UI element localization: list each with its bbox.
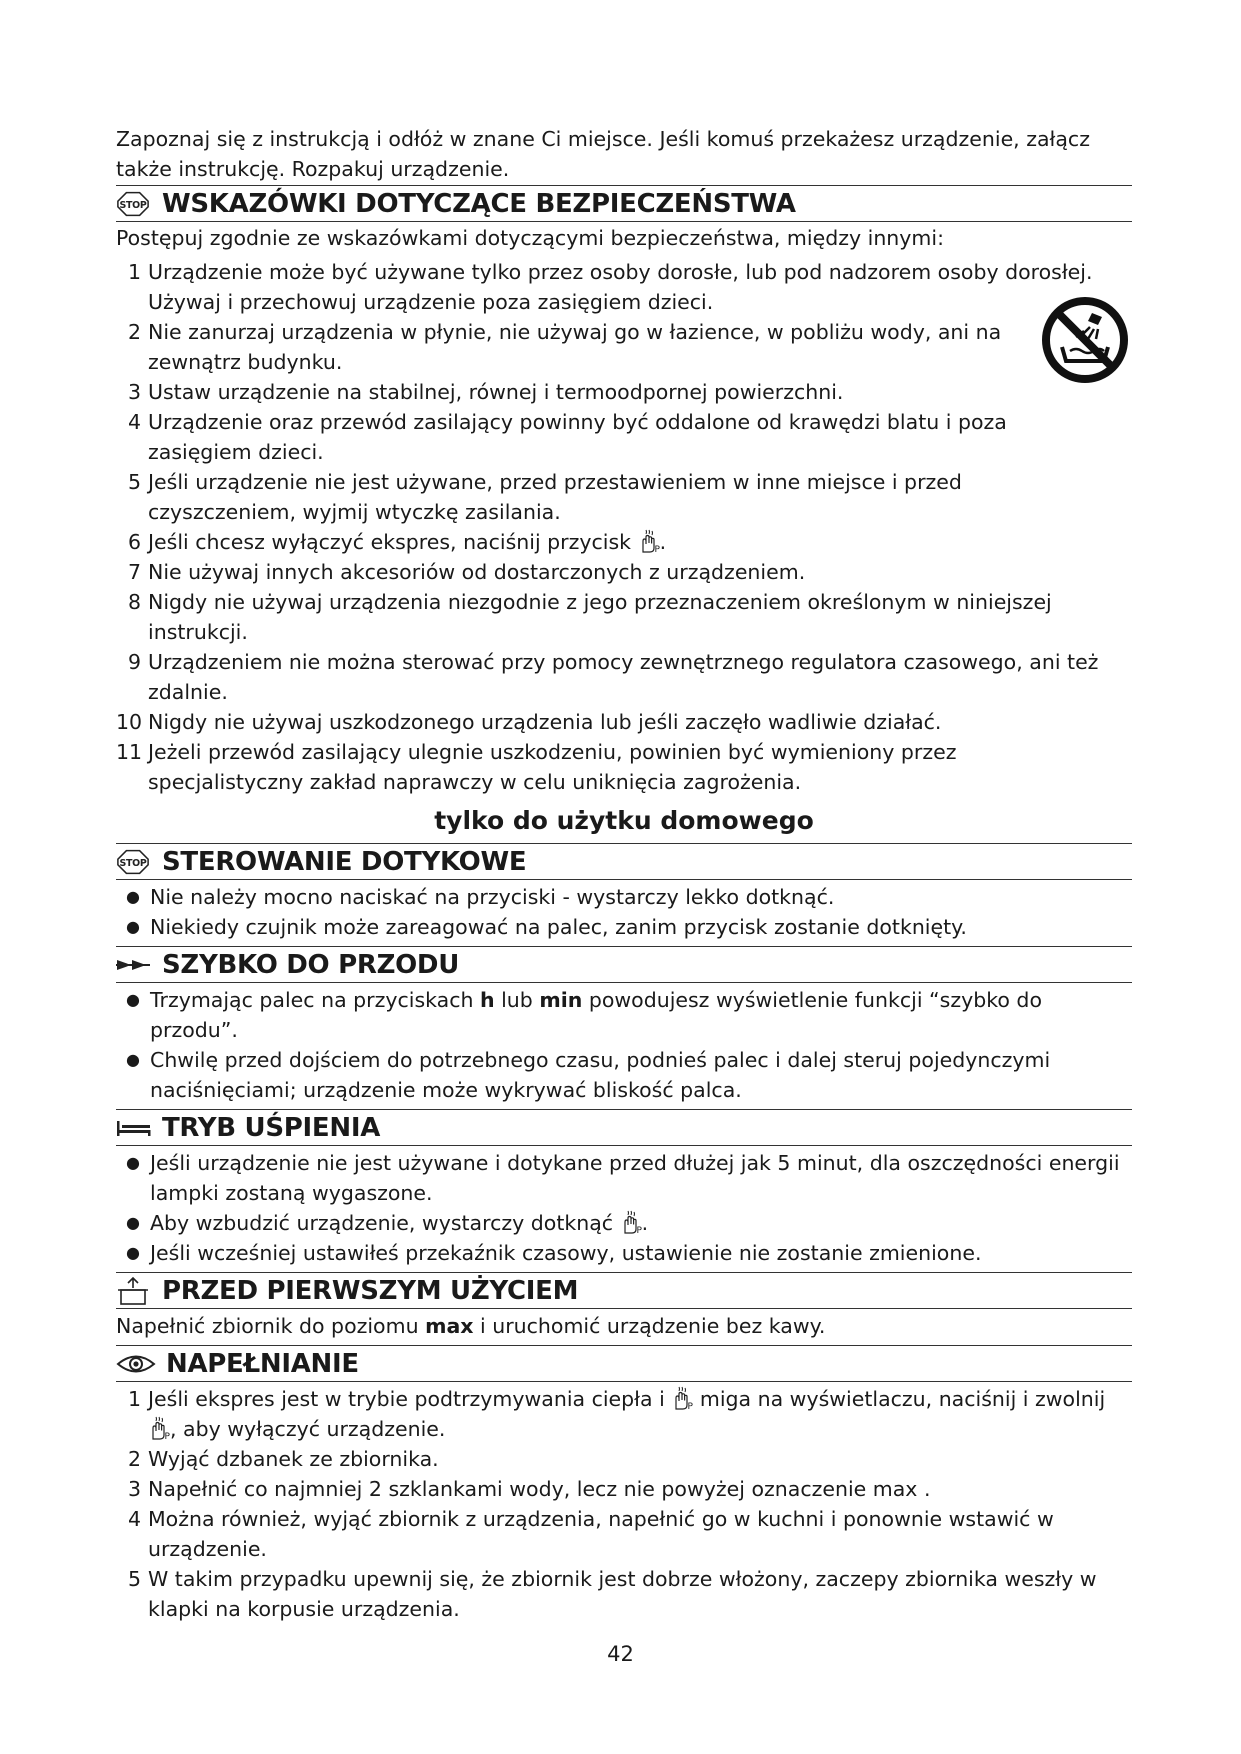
eye-icon — [116, 1353, 156, 1375]
section-title: TRYB UŚPIENIA — [162, 1112, 381, 1143]
list-item: 8 Nigdy nie używaj urządzenia niezgodnie z jego przeznaczeniem określonym w niniejszej instrukcji. — [127, 590, 1052, 644]
list-item: 3 Napełnić co najmniej 2 szklankami wody, lecz nie powyżej oznaczenie max . — [127, 1477, 931, 1501]
list-item: 2 Wyjąć dzbanek ze zbiornika. — [127, 1447, 439, 1471]
list-item: 2 Nie zanurzaj urządzenia w płynie, nie używaj go w łazience, w pobliżu wody, ani na zewnątrz budynku. — [127, 320, 1002, 374]
stop-icon — [116, 190, 152, 218]
no-shower-icon — [1040, 295, 1130, 385]
list-item: ● Chwilę przed dojściem do potrzebnego czasu, podnieś palec i dalej steruj pojedynczymi naciśnięciami; urządzenie może wykrywać bliskość palca. — [126, 1048, 1051, 1102]
section-header-filling — [116, 1345, 1132, 1382]
list-item: 9 Urządzeniem nie można sterować przy pomocy zewnętrznego regulatora czasowego, ani też zdalnie. — [127, 650, 1099, 704]
hand-touch-icon — [671, 1386, 693, 1410]
section-title: SZYBKO DO PRZODU — [162, 949, 460, 980]
household-use-note: tylko do użytku domowego — [434, 806, 814, 835]
list-item: 11 Jeżeli przewód zasilający ulegnie uszkodzeniu, powinien być wymieniony przez specjalistyczny zakład naprawczy w celu uniknięcia zagrożenia. — [116, 740, 957, 794]
list-item: 1 Jeśli ekspres jest w trybie podtrzymywania ciepła i miga na wyświetlaczu, naciśnij i zwolnij , aby wyłączyć urządzenie. — [127, 1387, 1106, 1441]
list-item: 5 Jeśli urządzenie nie jest używane, przed przestawieniem w inne miejsce i przed czyszczeniem, wyjmij wtyczkę zasilania. — [127, 470, 962, 524]
list-item: 6 Jeśli chcesz wyłączyć ekspres, naciśnij przycisk . — [127, 530, 667, 554]
hand-touch-icon — [620, 1210, 642, 1234]
list-item: 7 Nie używaj innych akcesoriów od dostarczonych z urządzeniem. — [127, 560, 806, 584]
section-header-fast-forward — [116, 946, 1132, 983]
list-item: ● Jeśli urządzenie nie jest używane i dotykane przed dłużej jak 5 minut, dla oszczędności energii lampki zostaną wygaszone. — [126, 1151, 1120, 1205]
list-item: ● Jeśli wcześniej ustawiłeś przekaźnik czasowy, ustawienie nie zostanie zmienione. — [126, 1241, 982, 1265]
hand-touch-icon — [638, 529, 660, 553]
list-item: ● Trzymając palec na przyciskach h lub min powodujesz wyświetlenie funkcji “szybko do przodu”. — [126, 988, 1042, 1042]
list-item: 3 Ustaw urządzenie na stabilnej, równej i termoodpornej powierzchni. — [127, 380, 844, 404]
unpack-box-icon — [116, 1276, 152, 1306]
fast-forward-icon — [116, 957, 152, 973]
safety-lead: Postępuj zgodnie ze wskazówkami dotyczącymi bezpieczeństwa, między innymi: — [116, 226, 945, 250]
section-header-sleep — [116, 1109, 1132, 1146]
intro-text: Zapoznaj się z instrukcją i odłóż w znane Ci miejsce. Jeśli komuś przekażesz urządzenie, załącz także instrukcję. Rozpakuj urządzenie. — [116, 127, 1090, 181]
section-title: STEROWANIE DOTYKOWE — [162, 846, 527, 877]
section-title: PRZED PIERWSZYM UŻYCIEM — [162, 1275, 579, 1306]
list-item: 10 Nigdy nie używaj uszkodzonego urządzenia lub jeśli zaczęło wadliwie działać. — [116, 710, 942, 734]
section-title: NAPEŁNIANIE — [166, 1348, 359, 1379]
list-item: 4 Można również, wyjąć zbiornik z urządzenia, napełnić go w kuchni i ponownie wstawić w urządzenie. — [127, 1507, 1054, 1561]
section-header-first-use — [116, 1272, 1132, 1309]
safety-list — [116, 257, 1132, 797]
filling-list — [116, 1384, 1132, 1624]
section-header-touch — [116, 843, 1132, 880]
list-item: ● Niekiedy czujnik może zareagować na palec, zanim przycisk zostanie dotknięty. — [126, 915, 967, 939]
touch-list — [116, 882, 1132, 942]
section-title: WSKAZÓWKI DOTYCZĄCE BEZPIECZEŃSTWA — [162, 188, 796, 219]
list-item: 1 Urządzenie może być używane tylko przez osoby dorosłe, lub pod nadzorem osoby dorosłej. Używaj i przechowuj urządzenie poza zasięgiem dzieci. — [127, 260, 1093, 314]
page-number: 42 — [607, 1642, 634, 1666]
first-use-text: Napełnić zbiornik do poziomu max i uruchomić urządzenie bez kawy. — [116, 1314, 826, 1338]
list-item: ● Nie należy mocno naciskać na przyciski - wystarczy lekko dotknąć. — [126, 885, 835, 909]
hand-touch-icon — [148, 1416, 170, 1440]
list-item: 4 Urządzenie oraz przewód zasilający powinny być oddalone od krawędzi blatu i poza zasięgiem dzieci. — [127, 410, 1007, 464]
fast-forward-list — [116, 985, 1132, 1105]
list-item: 5 W takim przypadku upewnij się, że zbiornik jest dobrze włożony, zaczepy zbiornika weszły w klapki na korpusie urządzenia. — [127, 1567, 1097, 1621]
page-content — [116, 124, 1132, 1628]
list-item: ● Aby wzbudzić urządzenie, wystarczy dotknąć . — [126, 1211, 649, 1235]
sleep-list — [116, 1148, 1132, 1268]
section-header-safety — [116, 185, 1132, 222]
sleep-bed-icon — [116, 1118, 152, 1138]
stop-icon — [116, 848, 152, 876]
